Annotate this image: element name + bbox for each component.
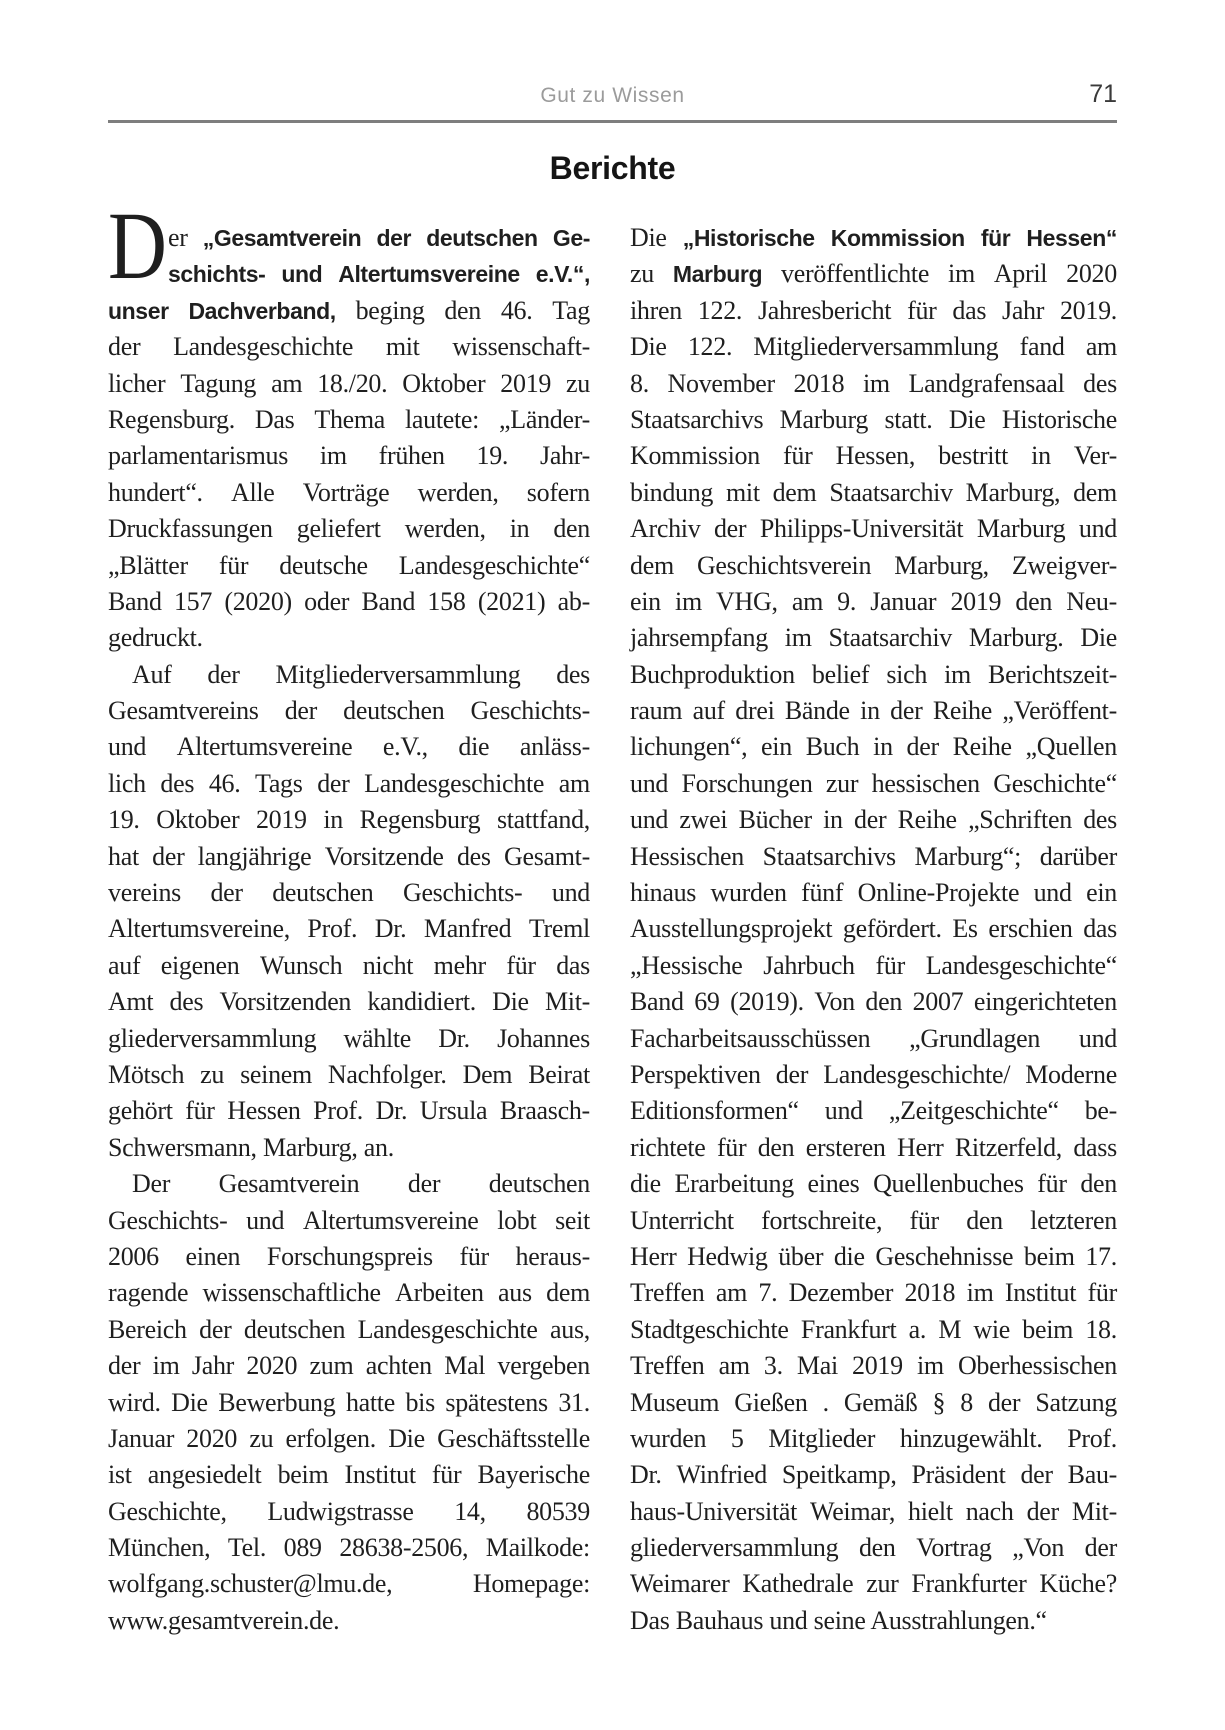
text-line: parlamentarismus im frühen 19. Jahr- <box>108 441 590 471</box>
text-line: ein im VHG, am 9. Januar 2019 den Neu- <box>630 586 1117 616</box>
text-line: der im Jahr 2020 zum achten Mal vergeben <box>108 1351 590 1381</box>
running-head: Gut zu Wissen <box>540 84 685 107</box>
text-line: Museum Gießen . Gemäß § 8 der Satzung <box>630 1387 1117 1417</box>
text-line: www.gesamtverein.de. <box>108 1605 340 1635</box>
text-line: der Landesgeschichte mit wissenschaft- <box>108 332 590 362</box>
text-line: die Erarbeitung eines Quellenbuches für den <box>630 1169 1117 1199</box>
drop-cap: D <box>108 192 167 299</box>
text-line: richtete für den ersteren Herr Ritzerfeld, dass <box>630 1132 1117 1162</box>
text-line: zu Marburg veröffentlichte im April 2020 <box>630 259 1117 289</box>
text-line: hat der langjährige Vorsitzende des Gesamt- <box>108 841 590 871</box>
text-line: Regensburg. Das Thema lautete: „Länder- <box>108 404 590 434</box>
text-line: Herr Hedwig über die Geschehnisse beim 17. <box>630 1241 1117 1271</box>
paragraph <box>108 192 590 657</box>
text-line: Gesamtvereins der deutschen Geschichts- <box>108 696 590 726</box>
text-line: unser Dachverband, beging den 46. Tag <box>108 295 590 325</box>
text-line: Der Gesamtverein der deutschen <box>132 1169 590 1199</box>
text-line: Unterricht fortschreite, für den letzteren <box>630 1205 1117 1235</box>
text-line: hinaus wurden fünf Online-Projekte und ein <box>630 878 1117 908</box>
text-line: bindung mit dem Staatsarchiv Marburg, dem <box>630 477 1117 507</box>
text-line: Mötsch zu seinem Nachfolger. Dem Beirat <box>108 1059 590 1089</box>
page-number: 71 <box>1089 80 1117 108</box>
text-line: gliederversammlung wählte Dr. Johannes <box>108 1023 590 1053</box>
text-line: 2006 einen Forschungspreis für heraus- <box>108 1241 590 1271</box>
text-line: „Blätter für deutsche Landesgeschichte“ <box>108 550 590 580</box>
text-line: wird. Die Bewerbung hatte bis spätestens 31. <box>108 1387 590 1417</box>
text-line: Druckfassungen geliefert werden, in den <box>108 514 590 544</box>
text-line: dem Geschichtsverein Marburg, Zweigver- <box>630 550 1117 580</box>
text-line: vereins der deutschen Geschichts- und <box>108 878 590 908</box>
right-text-column <box>630 220 1117 1639</box>
text-line: gehört für Hessen Prof. Dr. Ursula Braasch- <box>108 1096 590 1126</box>
text-line: er „Gesamtverein der deutschen Ge- <box>168 223 590 252</box>
text-line: Bereich der deutschen Landesgeschichte aus, <box>108 1314 590 1344</box>
text-line: München, Tel. 089 28638-2506, Mailkode: <box>108 1533 590 1563</box>
text-line: raum auf drei Bände in der Reihe „Veröffent- <box>630 696 1117 726</box>
text-line: Dr. Winfried Speitkamp, Präsident der Bau- <box>630 1460 1117 1490</box>
text-line: wolfgang.schuster@lmu.de, Homepage: <box>108 1569 590 1599</box>
text-line: auf eigenen Wunsch nicht mehr für das <box>108 950 590 980</box>
paragraph <box>108 657 590 1166</box>
text-line: ragende wissenschaftliche Arbeiten aus dem <box>108 1278 590 1308</box>
text-line: Amt des Vorsitzenden kandidiert. Die Mit- <box>108 987 590 1017</box>
text-line: jahrsempfang im Staatsarchiv Marburg. Die <box>630 623 1117 653</box>
text-line: Kommission für Hessen, bestritt in Ver- <box>630 441 1117 471</box>
text-line: Stadtgeschichte Frankfurt a. M wie beim 18. <box>630 1314 1117 1344</box>
text-line: Buchproduktion belief sich im Berichtszeit- <box>630 659 1117 689</box>
text-line: Die 122. Mitgliederversammlung fand am <box>630 332 1117 362</box>
text-line: wurden 5 Mitglieder hinzugewählt. Prof. <box>630 1423 1117 1453</box>
text-line: haus-Universität Weimar, hielt nach der Mit- <box>630 1496 1117 1526</box>
header-divider-rule <box>108 120 1117 123</box>
text-line: Ausstellungsprojekt gefördert. Es erschien das <box>630 914 1117 944</box>
text-line: Hessischen Staatsarchivs Marburg“; darüber <box>630 841 1117 871</box>
text-line: Altertumsvereine, Prof. Dr. Manfred Treml <box>108 914 590 944</box>
text-line: Treffen am 7. Dezember 2018 im Institut für <box>630 1278 1117 1308</box>
text-line: und zwei Bücher in der Reihe „Schriften des <box>630 805 1117 835</box>
text-line: lichungen“, ein Buch in der Reihe „Quellen <box>630 732 1117 762</box>
left-text-column <box>108 192 590 1639</box>
text-line: lich des 46. Tags der Landesgeschichte am <box>108 768 590 798</box>
text-line: Staatsarchivs Marburg statt. Die Historische <box>630 404 1117 434</box>
text-line: 8. November 2018 im Landgrafensaal des <box>630 368 1117 398</box>
text-line: 19. Oktober 2019 in Regensburg stattfand, <box>108 805 590 835</box>
text-line: Januar 2020 zu erfolgen. Die Geschäftsstelle <box>108 1423 590 1453</box>
text-line: gedruckt. <box>108 623 203 653</box>
section-title: Berichte <box>549 150 676 186</box>
text-line: Geschichte, Ludwigstrasse 14, 80539 <box>108 1496 590 1526</box>
text-line: ihren 122. Jahresbericht für das Jahr 2019. <box>630 295 1117 325</box>
text-line: „Hessische Jahrbuch für Landesgeschichte“ <box>630 950 1117 980</box>
text-line: Weimarer Kathedrale zur Frankfurter Küche? <box>630 1569 1117 1599</box>
text-line: hundert“. Alle Vorträge werden, sofern <box>108 477 590 507</box>
text-line: Das Bauhaus und seine Ausstrahlungen.“ <box>630 1605 1047 1635</box>
text-line: und Altertumsvereine e.V., die anläss- <box>108 732 590 762</box>
text-line: Editionsformen“ und „Zeitgeschichte“ be- <box>630 1096 1117 1126</box>
text-line: Schwersmann, Marburg, an. <box>108 1132 394 1162</box>
text-line: licher Tagung am 18./20. Oktober 2019 zu <box>108 368 590 398</box>
text-line: Geschichts- und Altertumsvereine lobt seit <box>108 1205 590 1235</box>
text-line: Band 69 (2019). Von den 2007 eingerichteten <box>630 987 1117 1017</box>
text-line: ist angesiedelt beim Institut für Bayerische <box>108 1460 590 1490</box>
text-line: Archiv der Philipps-Universität Marburg und <box>630 514 1117 544</box>
text-line: gliederversammlung den Vortrag „Von der <box>630 1533 1117 1563</box>
paragraph <box>630 220 1117 1639</box>
text-line: Treffen am 3. Mai 2019 im Oberhessischen <box>630 1351 1117 1381</box>
text-line: Band 157 (2020) oder Band 158 (2021) ab- <box>108 586 590 616</box>
text-line: Perspektiven der Landesgeschichte/ Moderne <box>630 1059 1117 1089</box>
text-line: Die „Historische Kommission für Hessen“ <box>630 223 1117 252</box>
text-line: Auf der Mitgliederversammlung des <box>132 659 590 689</box>
text-line: und Forschungen zur hessischen Geschichte“ <box>630 768 1117 798</box>
paragraph <box>108 1166 590 1639</box>
text-line: Facharbeitsausschüssen „Grundlagen und <box>630 1023 1117 1053</box>
text-line: schichts- und Altertumsvereine e.V.“, <box>168 261 590 288</box>
